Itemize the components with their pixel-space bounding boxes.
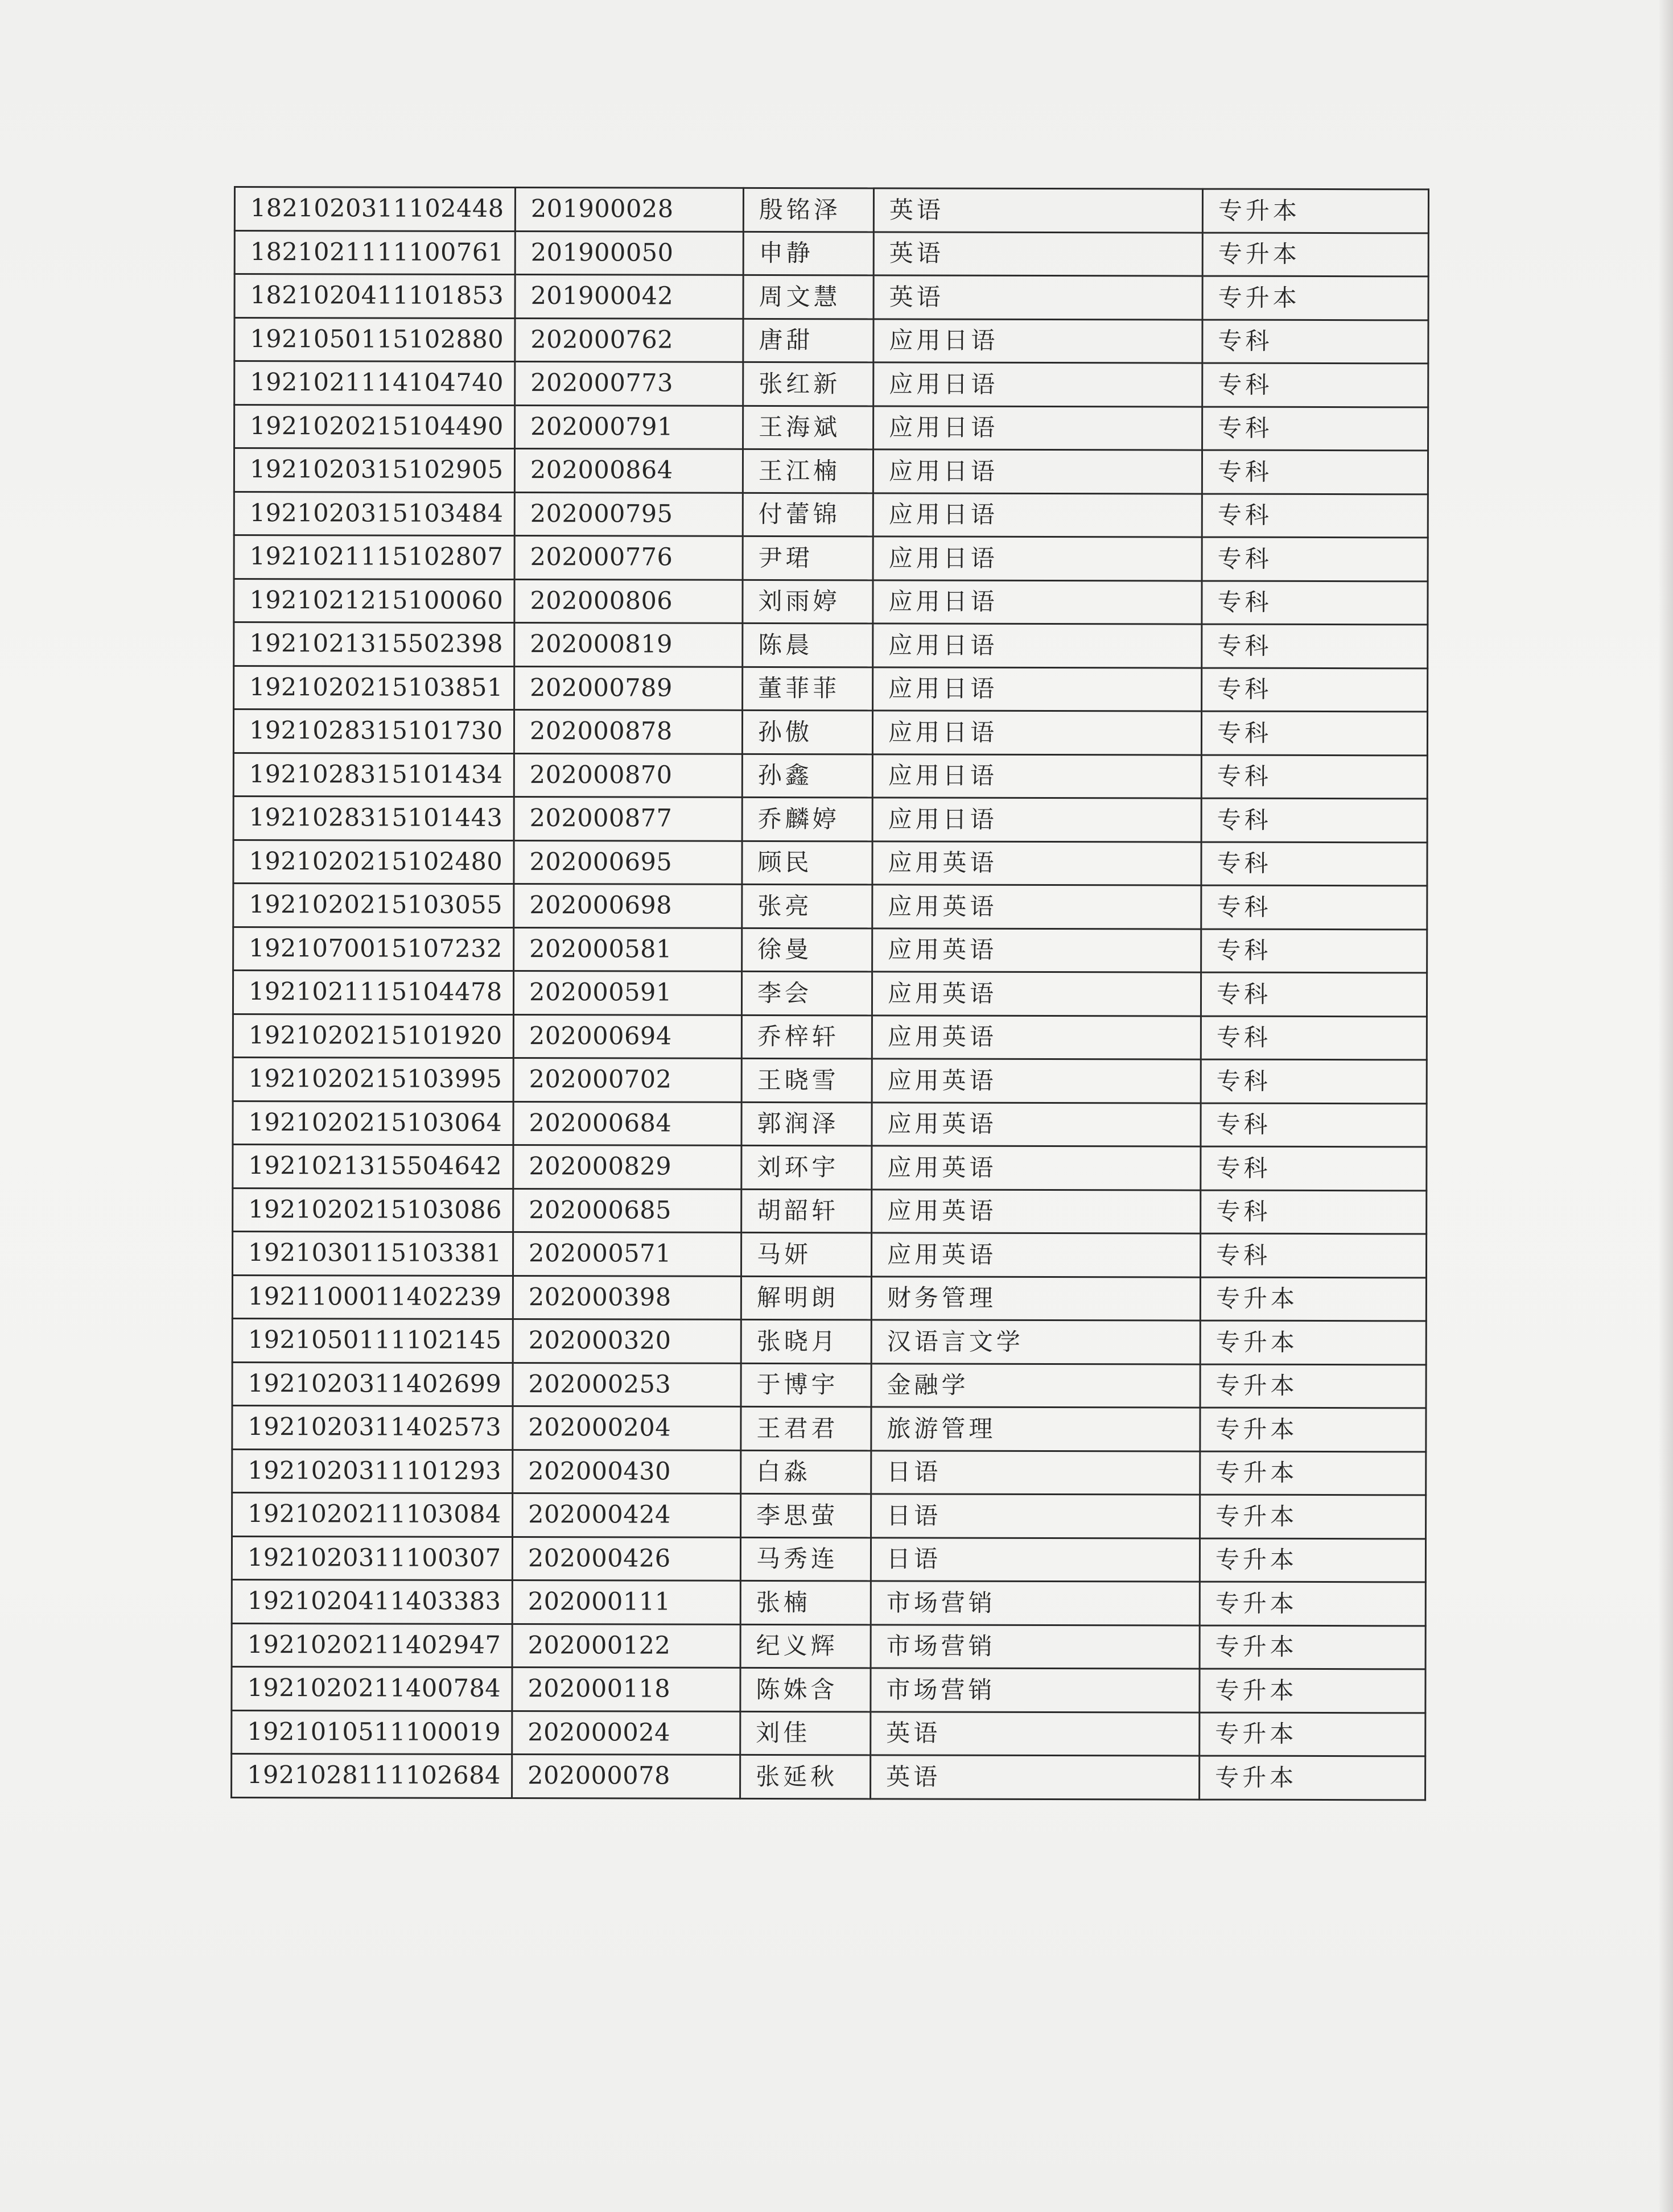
level-cell: 专升本 — [1200, 1669, 1425, 1712]
table-row — [232, 1231, 1426, 1277]
major-cell: 应用英语 — [872, 1059, 1201, 1103]
level-cell: 专升本 — [1200, 1582, 1425, 1625]
student-id-cell: 202000789 — [514, 666, 743, 710]
name-cell: 郭润泽 — [741, 1102, 872, 1146]
paper-edge-shadow — [1658, 0, 1673, 2212]
table-row — [233, 840, 1427, 886]
level-cell: 专科 — [1202, 363, 1428, 407]
exam-number-cell: 1921020315103484 — [234, 492, 514, 536]
major-cell: 应用日语 — [872, 754, 1201, 798]
major-cell: 财务管理 — [871, 1276, 1200, 1320]
major-cell: 市场营销 — [871, 1581, 1200, 1625]
exam-number-cell: 1921020211103084 — [232, 1492, 513, 1537]
exam-number-cell: 1921020311402699 — [232, 1362, 513, 1406]
student-id-cell: 202000118 — [512, 1668, 740, 1711]
student-id-cell: 202000694 — [513, 1014, 741, 1058]
table-row — [232, 1318, 1426, 1364]
major-cell: 应用英语 — [872, 1102, 1201, 1146]
major-cell: 应用日语 — [873, 493, 1202, 537]
student-id-cell: 202000829 — [513, 1145, 741, 1189]
major-cell: 英语 — [873, 188, 1202, 233]
exam-number-cell: 1921028315101730 — [233, 709, 514, 754]
table-row — [234, 448, 1428, 494]
major-cell: 应用英语 — [872, 1146, 1201, 1190]
major-cell: 日语 — [871, 1450, 1200, 1495]
student-id-cell: 202000864 — [514, 449, 743, 493]
student-id-cell: 202000773 — [515, 362, 743, 406]
major-cell: 日语 — [871, 1494, 1200, 1538]
name-cell: 纪义辉 — [740, 1624, 871, 1668]
major-cell: 英语 — [871, 1755, 1200, 1800]
student-id-cell: 202000424 — [513, 1493, 741, 1537]
table-row — [233, 1144, 1427, 1190]
name-cell: 陈晨 — [743, 623, 873, 667]
level-cell: 专科 — [1201, 755, 1427, 799]
level-cell: 专科 — [1201, 1190, 1427, 1234]
name-cell: 申静 — [743, 232, 873, 275]
major-cell: 应用英语 — [872, 885, 1201, 929]
exam-number-cell: 1921020411403383 — [232, 1579, 512, 1624]
level-cell: 专升本 — [1200, 1495, 1426, 1538]
major-cell: 汉语言文学 — [871, 1320, 1200, 1364]
major-cell: 市场营销 — [871, 1624, 1200, 1669]
table-row — [232, 1449, 1426, 1495]
student-id-cell: 202000698 — [514, 884, 742, 928]
student-id-cell: 202000702 — [513, 1058, 741, 1102]
table-row — [233, 1057, 1427, 1103]
level-cell: 专科 — [1200, 1233, 1426, 1277]
student-id-cell: 202000685 — [513, 1188, 741, 1232]
level-cell: 专科 — [1201, 798, 1427, 842]
major-cell: 应用英语 — [872, 972, 1201, 1016]
table-row — [233, 971, 1427, 1017]
name-cell: 刘佳 — [740, 1711, 871, 1755]
exam-number-cell: 1821020311102448 — [234, 187, 515, 232]
name-cell: 顾民 — [742, 841, 872, 885]
name-cell: 殷铭泽 — [743, 188, 873, 232]
exam-number-cell: 1921020215103064 — [233, 1101, 513, 1145]
student-id-cell: 202000122 — [512, 1624, 740, 1668]
exam-number-cell: 1921021115104478 — [233, 971, 513, 1015]
exam-number-cell: 1921021115102807 — [234, 535, 514, 580]
student-id-cell: 202000426 — [512, 1537, 740, 1580]
name-cell: 马秀连 — [740, 1537, 871, 1581]
level-cell: 专升本 — [1200, 1320, 1426, 1364]
level-cell: 专科 — [1202, 494, 1428, 538]
student-id-cell: 202000819 — [514, 623, 743, 667]
major-cell: 应用英语 — [871, 1233, 1200, 1277]
student-id-cell: 201900050 — [515, 231, 743, 275]
exam-number-cell: 1921020215103055 — [233, 884, 514, 928]
table-row — [234, 230, 1428, 276]
level-cell: 专科 — [1202, 537, 1428, 581]
level-cell: 专升本 — [1200, 1408, 1426, 1451]
exam-number-cell: 1821020411101853 — [234, 274, 515, 319]
major-cell: 日语 — [871, 1537, 1200, 1582]
name-cell: 周文慧 — [743, 275, 873, 319]
level-cell: 专科 — [1202, 450, 1428, 494]
name-cell: 马妍 — [741, 1232, 871, 1276]
table-row — [233, 797, 1427, 843]
exam-number-cell: 1921020311101293 — [232, 1449, 513, 1493]
major-cell: 英语 — [873, 232, 1202, 276]
exam-number-cell: 1921010511100019 — [232, 1710, 512, 1755]
exam-number-cell: 1821021111100761 — [234, 230, 515, 275]
student-id-cell: 201900028 — [515, 188, 743, 232]
student-id-cell: 202000684 — [513, 1101, 741, 1145]
level-cell: 专科 — [1201, 1146, 1427, 1190]
level-cell: 专科 — [1202, 581, 1428, 625]
name-cell: 解明朗 — [741, 1276, 871, 1320]
level-cell: 专升本 — [1200, 1451, 1426, 1495]
student-id-cell: 202000204 — [513, 1406, 741, 1450]
table-row — [233, 1014, 1427, 1060]
level-cell: 专科 — [1201, 711, 1427, 755]
major-cell: 应用日语 — [873, 580, 1202, 624]
student-id-cell: 202000024 — [512, 1711, 740, 1755]
exam-number-cell: 1921050111102145 — [232, 1318, 513, 1363]
name-cell: 张红新 — [743, 362, 873, 406]
level-cell: 专升本 — [1200, 1277, 1426, 1321]
exam-number-cell: 1921028315101434 — [233, 753, 514, 797]
table-row — [232, 1579, 1425, 1625]
exam-number-cell: 1921021215100060 — [234, 579, 514, 623]
name-cell: 王晓雪 — [741, 1058, 872, 1102]
name-cell: 刘环宇 — [741, 1145, 872, 1189]
table-row — [233, 709, 1427, 756]
name-cell: 孙鑫 — [742, 754, 872, 798]
exam-number-cell: 1921020215101920 — [233, 1014, 513, 1058]
level-cell: 专科 — [1201, 1016, 1427, 1060]
student-id-cell: 202000111 — [512, 1580, 740, 1624]
name-cell: 王江楠 — [743, 449, 873, 493]
name-cell: 刘雨婷 — [743, 580, 873, 624]
level-cell: 专科 — [1201, 1103, 1427, 1147]
major-cell: 应用英语 — [872, 841, 1201, 885]
table-row — [233, 927, 1427, 973]
table-row — [232, 1710, 1425, 1756]
name-cell: 李思萤 — [741, 1493, 871, 1537]
major-cell: 应用日语 — [873, 406, 1202, 450]
level-cell: 专升本 — [1202, 276, 1428, 320]
name-cell: 胡韶轩 — [741, 1189, 872, 1233]
table-row — [232, 1666, 1425, 1712]
name-cell: 张延秋 — [740, 1755, 871, 1798]
name-cell: 徐曼 — [742, 928, 872, 972]
exam-number-cell: 1921021315504642 — [233, 1144, 513, 1188]
level-cell: 专科 — [1201, 972, 1427, 1016]
student-id-cell: 202000762 — [515, 318, 743, 362]
level-cell: 专科 — [1201, 885, 1427, 929]
name-cell: 乔麟婷 — [742, 797, 872, 841]
student-id-cell: 202000430 — [513, 1450, 741, 1493]
table-row — [232, 1492, 1426, 1538]
level-cell: 专升本 — [1202, 233, 1428, 276]
table-row — [232, 1536, 1425, 1582]
major-cell: 应用日语 — [872, 798, 1201, 842]
exam-number-cell: 1921020211402947 — [232, 1623, 512, 1668]
exam-number-cell: 1921020311402573 — [232, 1405, 513, 1450]
student-id-cell: 201900042 — [515, 275, 743, 319]
exam-number-cell: 1921020215104490 — [234, 405, 515, 449]
major-cell: 市场营销 — [871, 1668, 1200, 1712]
table-row — [234, 492, 1428, 538]
exam-number-cell: 1921100011402239 — [232, 1275, 513, 1319]
table-row — [233, 1101, 1427, 1147]
table-row — [232, 1753, 1425, 1800]
table-row — [232, 1275, 1426, 1321]
exam-number-cell: 1921070015107232 — [233, 927, 514, 971]
table-row — [232, 1405, 1426, 1451]
name-cell: 于博宇 — [741, 1363, 871, 1407]
level-cell: 专科 — [1201, 929, 1427, 973]
level-cell: 专升本 — [1200, 1538, 1425, 1582]
level-cell: 专升本 — [1200, 1625, 1425, 1669]
name-cell: 唐甜 — [743, 319, 873, 362]
table-row — [234, 579, 1428, 625]
level-cell: 专科 — [1201, 1059, 1427, 1103]
table-row — [234, 274, 1428, 320]
exam-number-cell: 1921020315102905 — [234, 448, 514, 493]
major-cell: 应用英语 — [872, 1015, 1201, 1059]
student-id-cell: 202000398 — [513, 1276, 741, 1319]
name-cell: 付蕾锦 — [743, 493, 873, 537]
major-cell: 应用日语 — [872, 711, 1201, 755]
major-cell: 英语 — [871, 1711, 1200, 1756]
name-cell: 张楠 — [740, 1580, 871, 1624]
student-id-cell: 202000870 — [514, 753, 742, 797]
major-cell: 应用日语 — [873, 319, 1202, 363]
exam-number-cell: 1921028111102684 — [232, 1753, 512, 1798]
major-cell: 应用英语 — [872, 1189, 1201, 1233]
records-table-body — [232, 187, 1429, 1800]
table-row — [234, 535, 1428, 581]
name-cell: 陈姝含 — [740, 1668, 871, 1711]
exam-number-cell: 1921020311100307 — [232, 1536, 512, 1580]
name-cell: 董菲菲 — [743, 667, 873, 711]
major-cell: 应用日语 — [873, 624, 1202, 668]
major-cell: 应用日语 — [873, 667, 1202, 711]
student-id-cell: 202000571 — [513, 1232, 741, 1276]
exam-number-cell: 1921020211400784 — [232, 1666, 512, 1711]
student-id-cell: 202000591 — [513, 971, 741, 1015]
student-id-cell: 202000776 — [514, 536, 743, 580]
student-id-cell: 202000878 — [514, 710, 742, 754]
name-cell: 张亮 — [742, 884, 872, 928]
level-cell: 专升本 — [1200, 1756, 1425, 1800]
exam-number-cell: 1921020215103851 — [234, 666, 514, 710]
student-id-cell: 202000877 — [514, 797, 742, 841]
table-row — [234, 405, 1428, 451]
name-cell: 白淼 — [741, 1450, 871, 1494]
table-row — [232, 1362, 1426, 1408]
student-id-cell: 202000253 — [513, 1363, 741, 1406]
name-cell: 尹珺 — [743, 536, 873, 580]
level-cell: 专科 — [1201, 842, 1427, 886]
name-cell: 孙傲 — [742, 710, 872, 754]
level-cell: 专科 — [1202, 668, 1428, 712]
major-cell: 英语 — [873, 275, 1202, 320]
level-cell: 专升本 — [1200, 1364, 1426, 1408]
major-cell: 应用日语 — [873, 362, 1202, 407]
name-cell: 李会 — [741, 971, 872, 1015]
student-id-cell: 202000078 — [512, 1755, 740, 1798]
table-row — [232, 1623, 1425, 1669]
level-cell: 专科 — [1202, 624, 1428, 668]
major-cell: 金融学 — [871, 1363, 1200, 1408]
table-row — [234, 666, 1428, 712]
exam-number-cell: 1921021114104740 — [234, 361, 515, 406]
name-cell: 张晓月 — [741, 1319, 871, 1363]
table-row — [233, 753, 1427, 799]
exam-number-cell: 1921050115102880 — [234, 317, 515, 362]
level-cell: 专科 — [1202, 407, 1428, 451]
major-cell: 应用英语 — [872, 928, 1201, 972]
name-cell: 王海斌 — [743, 406, 873, 449]
table-row — [234, 187, 1428, 233]
student-id-cell: 202000806 — [514, 579, 743, 623]
exam-number-cell: 1921030115103381 — [232, 1231, 513, 1276]
table-row — [233, 884, 1427, 930]
student-id-cell: 202000791 — [515, 405, 743, 449]
student-records-table — [230, 186, 1429, 1801]
student-id-cell: 202000695 — [514, 840, 742, 884]
major-cell: 旅游管理 — [871, 1407, 1200, 1451]
level-cell: 专升本 — [1202, 189, 1428, 233]
student-id-cell: 202000320 — [513, 1319, 741, 1363]
exam-number-cell: 1921020215103086 — [233, 1188, 513, 1232]
name-cell: 王君君 — [741, 1406, 871, 1450]
table-row — [234, 622, 1428, 668]
level-cell: 专科 — [1202, 320, 1428, 364]
table-row — [233, 1188, 1427, 1234]
major-cell: 应用日语 — [873, 449, 1202, 494]
level-cell: 专升本 — [1200, 1712, 1425, 1756]
exam-number-cell: 1921020215103995 — [233, 1057, 513, 1101]
major-cell: 应用日语 — [873, 537, 1202, 581]
table-row — [234, 317, 1428, 364]
name-cell: 乔梓轩 — [741, 1015, 872, 1059]
student-id-cell: 202000581 — [514, 927, 742, 971]
student-id-cell: 202000795 — [514, 492, 743, 536]
exam-number-cell: 1921020215102480 — [233, 840, 514, 884]
exam-number-cell: 1921028315101443 — [233, 797, 514, 841]
table-row — [234, 361, 1428, 407]
exam-number-cell: 1921021315502398 — [234, 622, 514, 667]
